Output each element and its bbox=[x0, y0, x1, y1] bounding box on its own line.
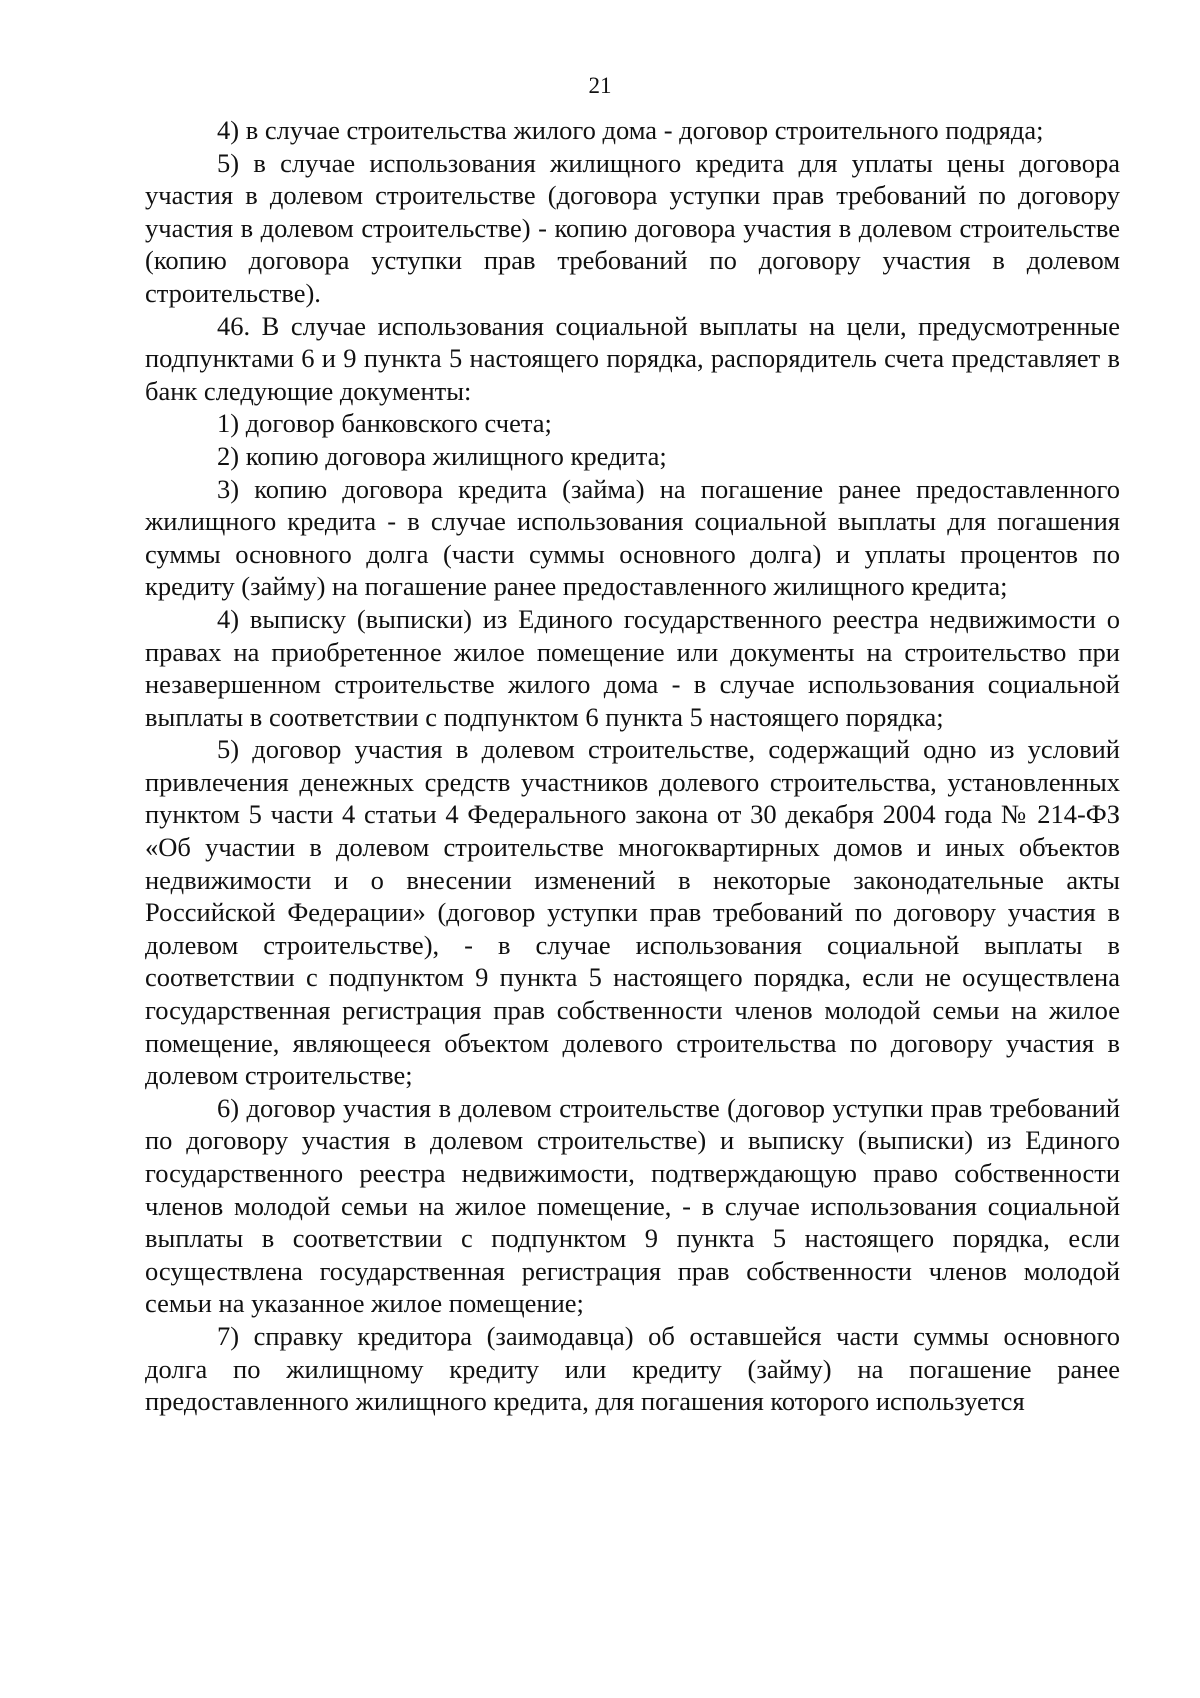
paragraph-item-5: 5) в случае использования жилищного кредита для уплаты цены договора участия в долевом строительстве (договора уступки прав требований по договору участия в долевом строительстве) - копию договора участия в долевом строительстве (копию договора уступки прав требований по договору участия в долевом строительстве). bbox=[145, 147, 1120, 308]
page-number: 21 bbox=[588, 73, 612, 98]
paragraph-item-4: 4) в случае строительства жилого дома - договор строительного подряда; bbox=[217, 115, 1044, 145]
paragraph-list-item-2: 2) копию договора жилищного кредита; bbox=[217, 440, 667, 471]
paragraph-list-item-4: 4) выписку (выписки) из Единого государственного реестра недвижимости о правах на приобретенное жилое помещение или документы на строительство при незавершенном строительстве жилого дома - в случае использования социальной выплаты в соответствии с подпунктом 6 пункта 5 настоящего порядка; bbox=[145, 603, 1120, 732]
paragraph-list-item-1: 1) договор банковского счета; bbox=[217, 408, 552, 439]
paragraph-list-item-5: 5) договор участия в долевом строительстве, содержащий одно из условий привлечения денежных средств участников долевого строительства, установленных пунктом 5 части 4 статьи 4 Федерального закона от 30 декабря 2004 года № 214-ФЗ «Об участии в долевом строительстве многоквартирных домов и иных объектов недвижимости и о внесении изменений в некоторые законодательные акты Российской Федерации» (договор уступки прав требований по договору участия в долевом строительстве), - в случае использования социальной выплаты в соответствии с подпунктом 9 пункта 5 настоящего порядка, если не осуществлена государственная регистрация прав собственности членов молодой семьи на жилое помещение, являющееся объектом долевого строительства по договору участия в долевом строительстве; bbox=[145, 734, 1120, 1091]
paragraph-point-46: 46. В случае использования социальной выплаты на цели, предусмотренные подпунктами 6 и 9 пункта 5 настоящего порядка, распорядитель счета представляет в банк следующие документы: bbox=[145, 310, 1120, 406]
document-body bbox=[145, 114, 1120, 1418]
paragraph-list-item-3: 3) копию договора кредита (займа) на погашение ранее предоставленного жилищного кредита - в случае использования социальной выплаты для погашения суммы основного долга (части суммы основного долга) и уплаты процентов по кредиту (займу) на погашение ранее предоставленного жилищного кредита; bbox=[145, 473, 1120, 602]
paragraph-list-item-6: 6) договор участия в долевом строительстве (договор уступки прав требований по договору участия в долевом строительстве) и выписку (выписки) из Единого государственного реестра недвижимости, подтверждающую право собственности членов молодой семьи на жилое помещение, - в случае использования социальной выплаты в соответствии с подпунктом 9 пункта 5 настоящего порядка, если осуществлена государственная регистрация прав собственности членов молодой семьи на указанное жилое помещение; bbox=[145, 1092, 1120, 1319]
paragraph-list-item-7: 7) справку кредитора (заимодавца) об оставшейся части суммы основного долга по жилищному кредиту или кредиту (займу) на погашение ранее предоставленного жилищного кредита, для погашения которого используется bbox=[145, 1320, 1120, 1417]
